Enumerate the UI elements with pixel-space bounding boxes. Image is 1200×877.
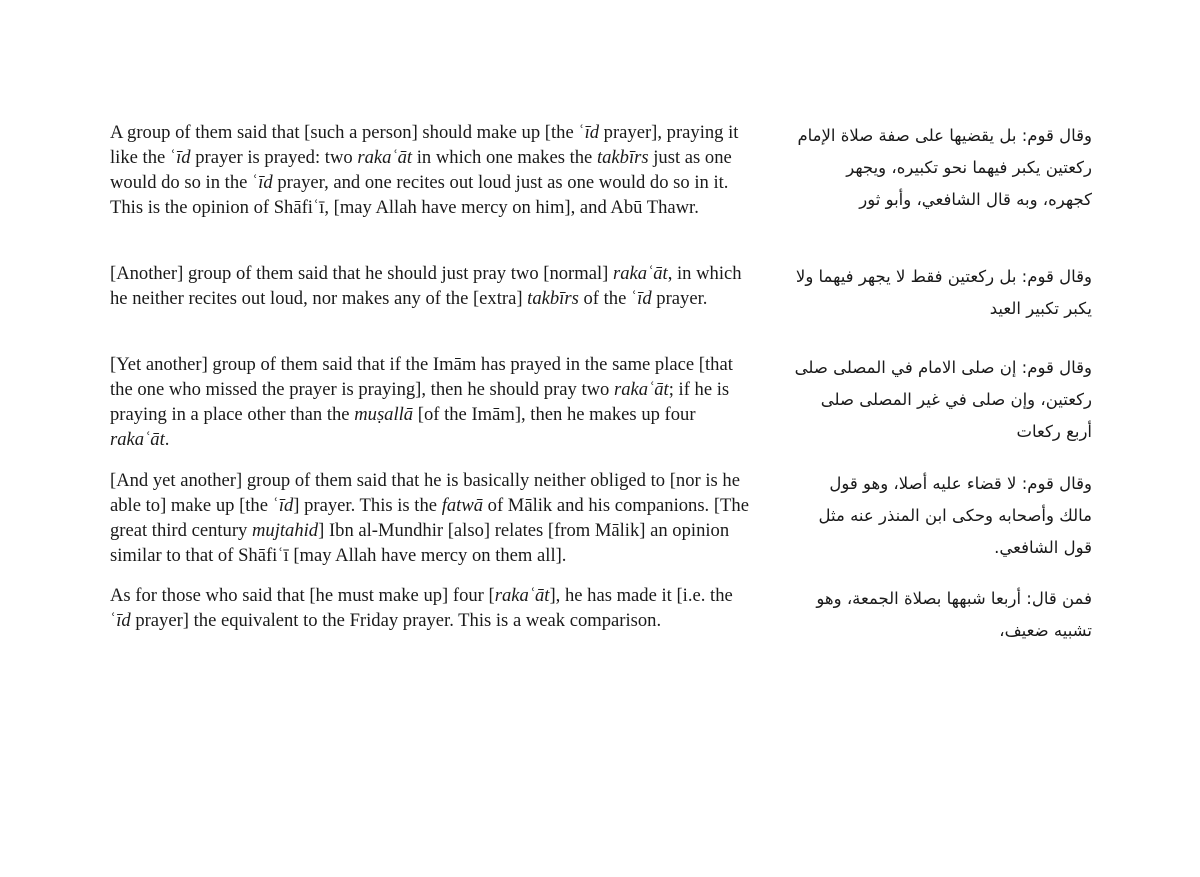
english-paragraph: A group of them said that [such a person] should make up [the ʿīd prayer], praying it like the ʿīd prayer is prayed: two rakaʿāt in which one makes the takbīrs just as one would do so in the ʿīd prayer, and one recites out loud just as one would do so in it. This is the opinion of Shāfiʿī, [may Allah have mercy on him], and Abū Thawr. (110, 122, 739, 218)
english-paragraph: As for those who said that [he must make up] four [rakaʿāt], he has made it [i.e. the ʿīd prayer] the equivalent to the Friday prayer. This is a weak comparison. (110, 585, 733, 631)
english-paragraph: [And yet another] group of them said that he is basically neither obliged to [nor is he able to] make up [the ʿīd] prayer. This is the fatwā of Mālik and his companions. [The great third century mujtahid] Ibn al-Mundhir [also] relates [from Mālik] an opinion similar to that of Shāfiʿī [may Allah have mercy on them all]. (110, 470, 749, 566)
arabic-paragraph: وقال قوم: بل يقضيها على صفة صلاة الإمام ركعتين يكبر فيهما نحو تكبيره، ويجهر كجهره، وبه قال الشافعي، وأبو ثور (797, 126, 1092, 209)
arabic-paragraph: وقال قوم: إن صلى الامام في المصلى صلى ركعتين، وإن صلى في غير المصلى صلى أربع ركعات (794, 358, 1092, 441)
arabic-paragraph: فمن قال: أربعا شبهها بصلاة الجمعة، وهو تشبيه ضعيف، (816, 589, 1092, 640)
english-paragraph: [Yet another] group of them said that if the Imām has prayed in the same place [that the one who missed the prayer is praying], then he should pray two rakaʿāt; if he is praying in a place other than the muṣallā [of the Imām], then he makes up four rakaʿāt. (110, 354, 733, 450)
arabic-paragraph: وقال قوم: لا قضاء عليه أصلا، وهو قول مالك وأصحابه وحكى ابن المنذر عنه مثل قول الشافعي. (818, 474, 1092, 557)
english-paragraph: [Another] group of them said that he should just pray two [normal] rakaʿāt, in which he neither recites out loud, nor makes any of the [extra] takbīrs of the ʿīd prayer. (110, 263, 742, 309)
arabic-paragraph: وقال قوم: بل ركعتين فقط لا يجهر فيهما ولا يكبر تكبير العيد (795, 267, 1092, 318)
